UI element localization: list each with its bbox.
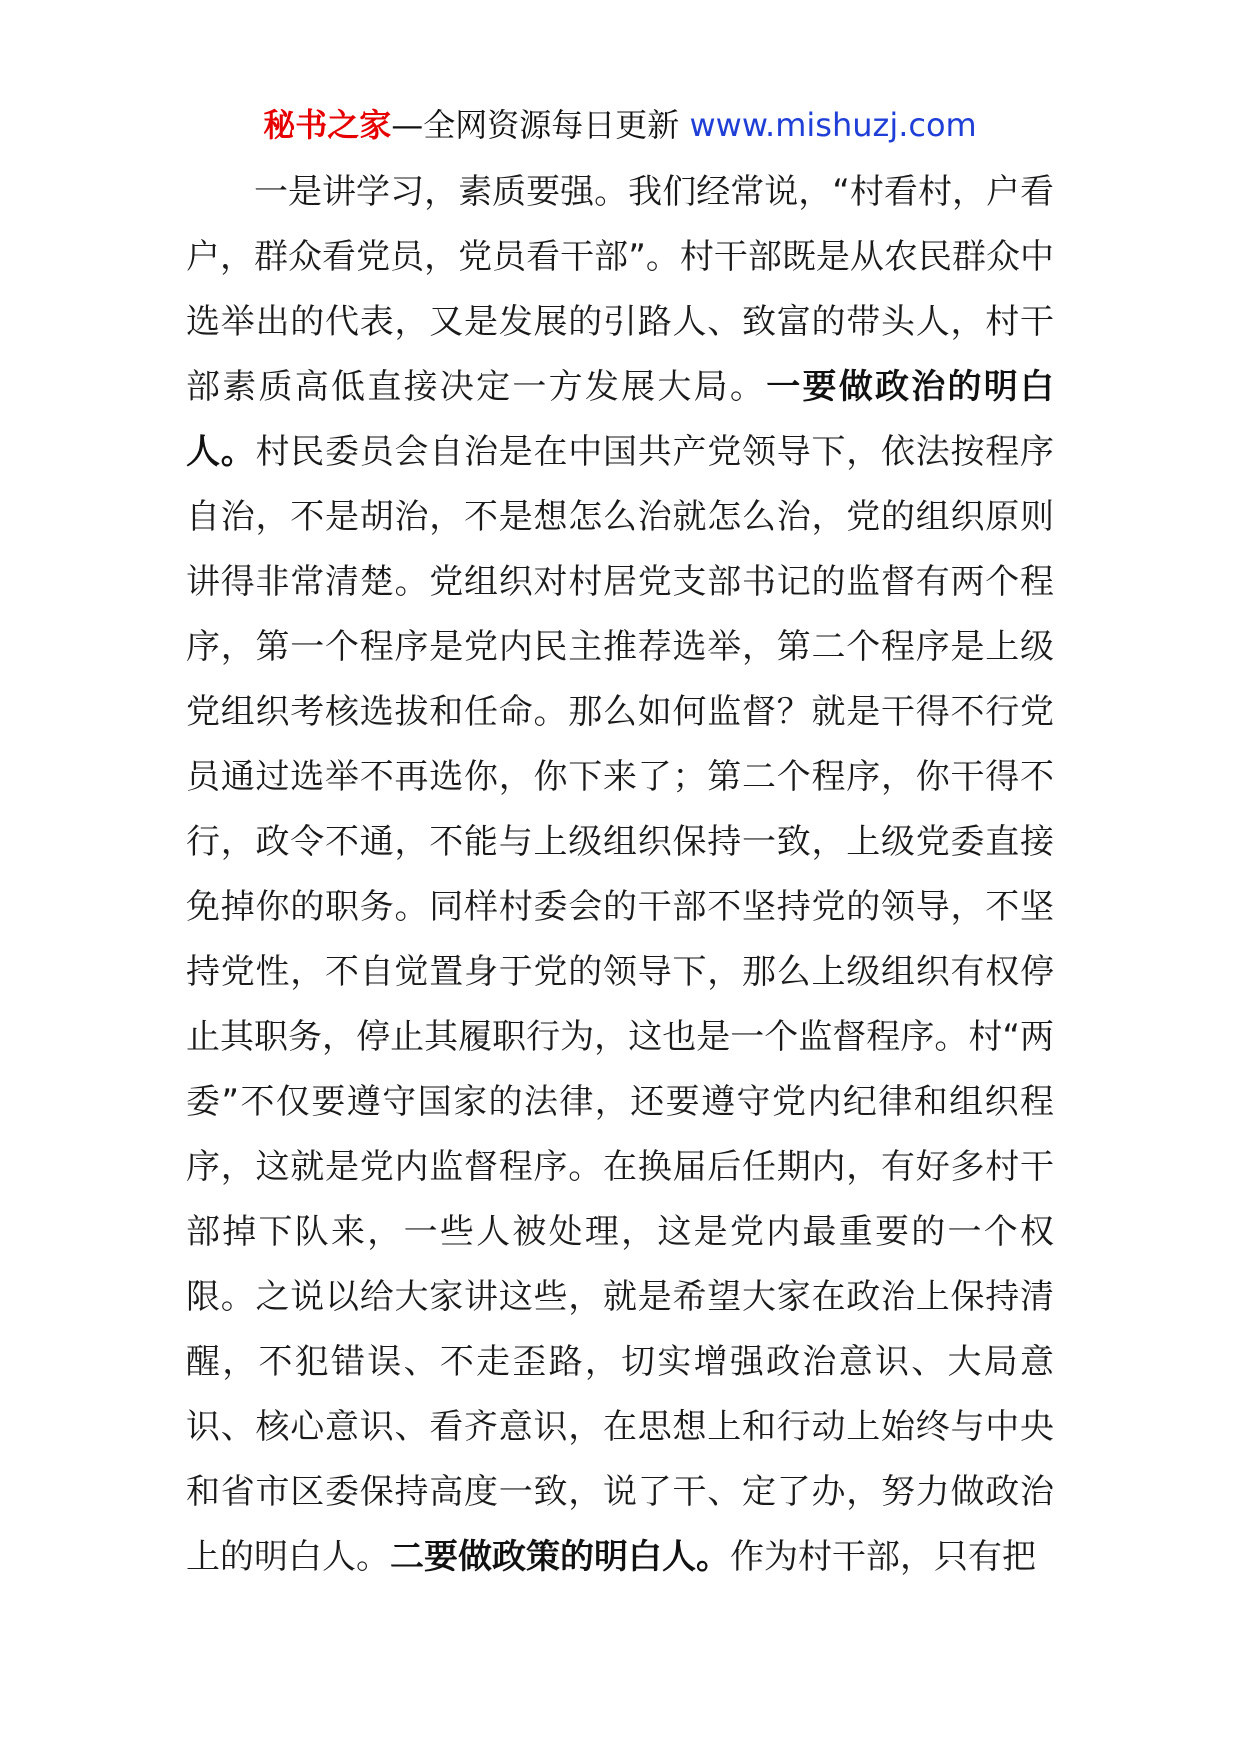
body-paragraph [186, 160, 1054, 1590]
paragraph-text-3: 作为村干部，只有把 [730, 1537, 1036, 1577]
paragraph-bold-heading-1: 一要做政治的明白人。 [186, 367, 1055, 472]
paragraph-text-2: 村民委员会自治是在中国共产党领导下，依法按程序自治，不是胡治，不是想怎么治就怎么治，党的组织原则讲得非常清楚。党组织对村居党支部书记的监督有两个程序，第一个程序是党内民主推荐选举，第二个程序是上级党组织考核选拔和任命。那么如何监督？就是干得不行党员通过选举不再选你，你下来了；第二个程序，你干得不行，政令不通，不能与上级组织保持一致，上级党委直接免掉你的职务。同样村委会的干部不坚持党的领导，不坚持党性，不自觉置身于党的领导下，那么上级组织有权停止其职务，停止其履职行为，这也是一个监督程序。村“两委”不仅要遵守国家的法律，还要遵守党内纪律和组织程序，这就是党内监督程序。在换届后任期内，有好多村干部掉下队来，一些人被处理，这是党内最重要的一个权限。之说以给大家讲这些，就是希望大家在政治上保持清醒，不犯错误、不走歪路，切实增强政治意识、大局意识、核心意识、看齐意识，在思想上和行动上始终与中央和省市区委保持高度一致，说了干、定了办，努力做政治上的明白人。 [186, 432, 1054, 1577]
header-site-link[interactable]: www.mishuzj.com [689, 106, 977, 144]
paragraph-text-1: 一是讲学习，素质要强。我们经常说，“村看村，户看户，群众看党员，党员看干部”。村干部既是从农民群众中选举出的代表，又是发展的引路人、致富的带头人，村干部素质高低直接决定一方发展大局。 [186, 172, 1054, 407]
header-brand: 秘书之家 [263, 106, 392, 144]
paragraph-bold-heading-2: 二要做政策的明白人。 [390, 1537, 730, 1577]
header-tagline: —全网资源每日更新 [391, 106, 690, 144]
watermark-header [0, 100, 1240, 150]
